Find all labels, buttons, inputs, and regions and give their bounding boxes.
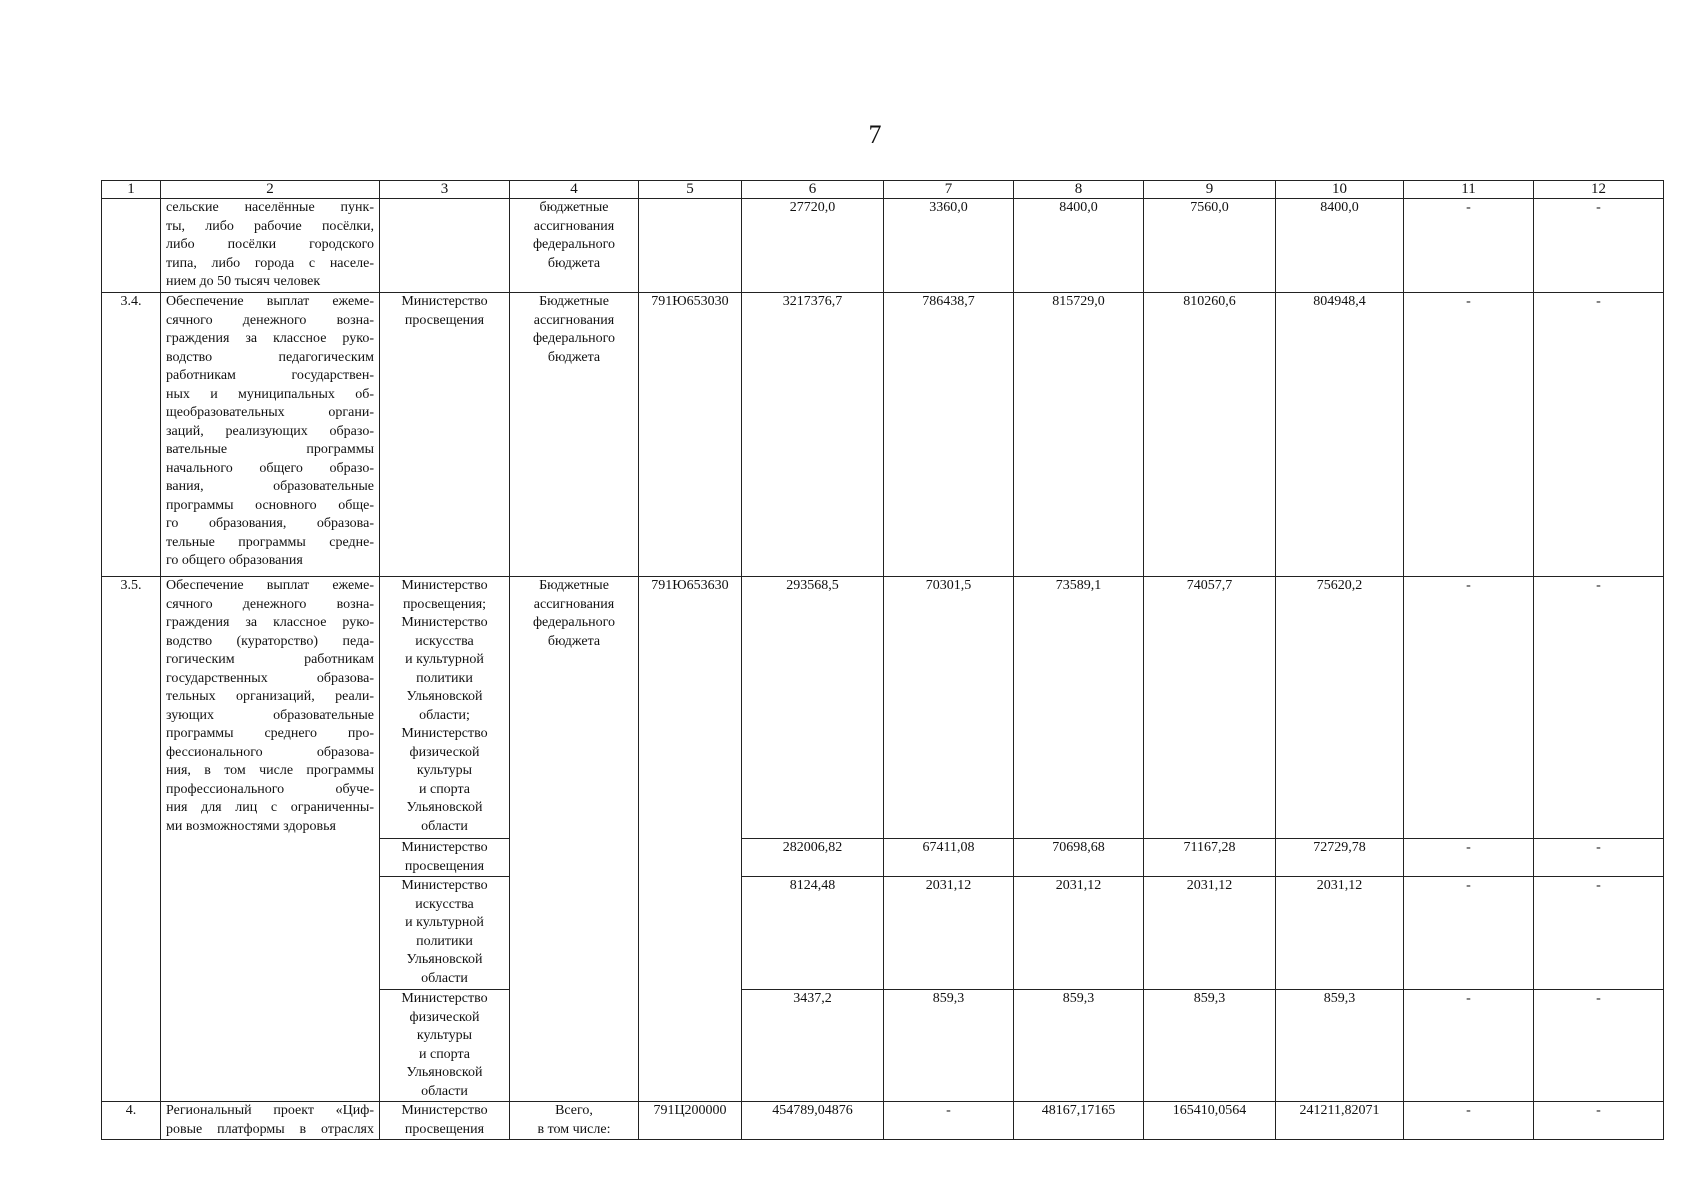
text-line: типа, либо города с населе- (166, 255, 374, 271)
col-header: 11 (1404, 181, 1534, 199)
funding-source (510, 577, 639, 1102)
ministry-cell (380, 199, 510, 293)
text-line: федерального (532, 237, 616, 252)
text-line: тельные программы средне- (166, 534, 374, 550)
text-line: ния, в том числе программы (166, 763, 374, 778)
value-cell: 74057,7 (1144, 577, 1276, 839)
text-line: ассигнования (533, 596, 615, 612)
value-cell: 71167,28 (1144, 839, 1276, 877)
value-cell: 804948,4 (1276, 293, 1404, 577)
value-cell: - (1404, 839, 1534, 877)
text-line: бюджета (547, 255, 601, 271)
text-line: области; (419, 707, 470, 723)
text-line: Министерство (401, 578, 488, 593)
text-line: Ульяновской (406, 800, 483, 815)
text-line: водство педагогическим (166, 349, 374, 365)
budget-code: 791Ц200000 (639, 1102, 742, 1140)
value-total: 8124,48 (742, 877, 884, 990)
text-line: Региональный проект «Циф- (166, 1103, 374, 1118)
value-cell: 810260,6 (1144, 293, 1276, 577)
value-cell: 8400,0 (1276, 199, 1404, 293)
col-header: 7 (884, 181, 1014, 199)
value-cell: 7560,0 (1144, 199, 1276, 293)
ministry-cell (380, 577, 510, 839)
value-total: 27720,0 (742, 199, 884, 293)
col-header: 10 (1276, 181, 1404, 199)
row-description (161, 199, 380, 293)
col-header: 8 (1014, 181, 1144, 199)
text-line: нием до 50 тысяч человек (166, 274, 321, 289)
value-cell: 2031,12 (1276, 877, 1404, 990)
value-cell: 815729,0 (1014, 293, 1144, 577)
value-cell: 8400,0 (1014, 199, 1144, 293)
text-line: физической (409, 1009, 480, 1025)
value-cell: 859,3 (1276, 990, 1404, 1102)
value-cell: 241211,82071 (1276, 1102, 1404, 1140)
text-line: сячного денежного возна- (166, 596, 374, 612)
col-header: 4 (510, 181, 639, 199)
text-line: бюджетные (539, 200, 609, 215)
value-cell: 3360,0 (884, 199, 1014, 293)
value-cell: - (1404, 577, 1534, 839)
text-line: и спорта (418, 781, 471, 797)
value-cell: 48167,17165 (1014, 1102, 1144, 1140)
row-description (161, 577, 380, 1102)
table-row (102, 577, 1664, 839)
budget-code: 791Ю653030 (639, 293, 742, 577)
text-line: сячного денежного возна- (166, 312, 374, 328)
text-line: зующих образовательные (166, 707, 374, 723)
text-line: ассигнования (533, 218, 615, 234)
text-line: граждения за классное руко- (166, 331, 374, 346)
text-line: программы основного обще- (166, 497, 374, 513)
ministry-cell (380, 293, 510, 577)
value-cell: - (1404, 1102, 1534, 1140)
value-cell: - (1534, 293, 1664, 577)
value-cell: - (1404, 990, 1534, 1102)
text-line: физической (409, 744, 480, 760)
text-line: Министерство (401, 726, 488, 741)
text-line: работникам государствен- (166, 368, 374, 383)
text-line: либо посёлки городского (166, 237, 374, 252)
value-total: 454789,04876 (742, 1102, 884, 1140)
funding-source (510, 1102, 639, 1140)
budget-code (639, 199, 742, 293)
col-header: 9 (1144, 181, 1276, 199)
text-line: ты, либо рабочие посёлки, (166, 218, 374, 234)
value-cell: 2031,12 (1144, 877, 1276, 990)
text-line: Ульяновской (406, 1065, 483, 1080)
value-cell: 72729,78 (1276, 839, 1404, 877)
text-line: политики (416, 670, 473, 686)
col-header: 2 (161, 181, 380, 199)
text-line: бюджета (547, 633, 601, 649)
row-number (102, 199, 161, 293)
table-row (102, 1102, 1664, 1140)
text-line: ровые платформы в отраслях (166, 1121, 374, 1137)
value-cell: 70698,68 (1014, 839, 1144, 877)
value-cell: - (1534, 1102, 1664, 1140)
value-cell: 859,3 (1144, 990, 1276, 1102)
text-line: Бюджетные (539, 294, 609, 309)
text-line: вания, образовательные (166, 479, 374, 494)
text-line: Министерство (401, 991, 488, 1006)
value-cell: - (1534, 877, 1664, 990)
text-line: профессионального обуче- (166, 781, 374, 797)
text-line: просвещения; (402, 596, 487, 612)
text-line: вательные программы (166, 442, 374, 457)
ministry-cell (380, 839, 510, 877)
table-row (102, 199, 1664, 293)
value-cell: - (1404, 877, 1534, 990)
row-number: 3.5. (102, 577, 161, 1102)
value-cell: - (884, 1102, 1014, 1140)
value-cell: 2031,12 (884, 877, 1014, 990)
text-line: просвещения (404, 1121, 485, 1137)
text-line: искусства (415, 633, 474, 649)
value-cell: - (1404, 293, 1534, 577)
value-cell: 786438,7 (884, 293, 1014, 577)
value-cell: - (1534, 199, 1664, 293)
text-line: заций, реализующих образо- (166, 423, 374, 439)
text-line: сельские населённые пунк- (166, 200, 374, 215)
text-line: программы среднего про- (166, 726, 374, 741)
text-line: ассигнования (533, 312, 615, 328)
text-line: политики (416, 933, 473, 949)
value-cell: 2031,12 (1014, 877, 1144, 990)
text-line: области (421, 1083, 468, 1099)
text-line: и культурной (405, 915, 484, 930)
value-cell: - (1534, 839, 1664, 877)
col-header: 6 (742, 181, 884, 199)
row-description (161, 293, 380, 577)
text-line: и спорта (418, 1046, 471, 1062)
value-cell: 70301,5 (884, 577, 1014, 839)
text-line: области (421, 818, 468, 834)
text-line: в том числе: (537, 1121, 611, 1137)
col-header: 3 (380, 181, 510, 199)
value-total: 293568,5 (742, 577, 884, 839)
text-line: федерального (532, 615, 616, 630)
text-line: щеобразовательных органи- (166, 405, 374, 420)
text-line: просвещения (404, 858, 485, 874)
text-line: культуры (416, 763, 473, 778)
text-line: бюджета (547, 349, 601, 365)
value-total: 3217376,7 (742, 293, 884, 577)
text-line: федерального (532, 331, 616, 346)
value-cell: - (1534, 990, 1664, 1102)
col-header: 1 (102, 181, 161, 199)
table-row (102, 293, 1664, 577)
text-line: начального общего образо- (166, 460, 374, 476)
text-line: Всего, (555, 1103, 593, 1118)
budget-table (101, 180, 1664, 1140)
text-line: государственных образова- (166, 670, 374, 686)
budget-code: 791Ю653630 (639, 577, 742, 1102)
text-line: ных и муниципальных об- (166, 386, 374, 402)
value-cell: - (1404, 199, 1534, 293)
text-line: искусства (415, 896, 474, 912)
text-line: Министерство (401, 615, 488, 630)
ministry-cell (380, 1102, 510, 1140)
text-line: Обеспечение выплат ежеме- (166, 578, 374, 593)
text-line: го образования, образова- (166, 516, 374, 531)
text-line: гогическим работникам (166, 652, 374, 667)
text-line: Министерство (401, 840, 488, 855)
value-cell: 859,3 (884, 990, 1014, 1102)
text-line: Бюджетные (539, 578, 609, 593)
value-total: 282006,82 (742, 839, 884, 877)
row-description (161, 1102, 380, 1140)
text-line: водство (кураторство) педа- (166, 633, 374, 649)
col-header: 12 (1534, 181, 1664, 199)
value-cell: 67411,08 (884, 839, 1014, 877)
value-cell: 165410,0564 (1144, 1102, 1276, 1140)
text-line: Министерство (401, 878, 488, 893)
ministry-cell (380, 877, 510, 990)
text-line: и культурной (405, 652, 484, 667)
text-line: Обеспечение выплат ежеме- (166, 294, 374, 309)
text-line: граждения за классное руко- (166, 615, 374, 630)
text-line: области (421, 970, 468, 986)
text-line: ми возможностями здоровья (166, 818, 336, 834)
funding-source (510, 293, 639, 577)
text-line: культуры (416, 1028, 473, 1043)
text-line: Ульяновской (406, 952, 483, 967)
text-line: Министерство (401, 294, 488, 309)
text-line: Министерство (401, 1103, 488, 1118)
text-line: фессионального образова- (166, 744, 374, 760)
col-header: 5 (639, 181, 742, 199)
row-number: 4. (102, 1102, 161, 1140)
text-line: ния для лиц с ограниченны- (166, 800, 374, 815)
funding-source (510, 199, 639, 293)
value-cell: 859,3 (1014, 990, 1144, 1102)
value-cell: - (1534, 577, 1664, 839)
value-cell: 73589,1 (1014, 577, 1144, 839)
text-line: тельных организаций, реали- (166, 689, 374, 704)
page-number: 7 (868, 120, 882, 149)
value-total: 3437,2 (742, 990, 884, 1102)
text-line: го общего образования (166, 553, 303, 568)
ministry-cell (380, 990, 510, 1102)
header-row (102, 181, 1664, 199)
row-number: 3.4. (102, 293, 161, 577)
value-cell: 75620,2 (1276, 577, 1404, 839)
text-line: Ульяновской (406, 689, 483, 704)
text-line: просвещения (404, 312, 485, 328)
